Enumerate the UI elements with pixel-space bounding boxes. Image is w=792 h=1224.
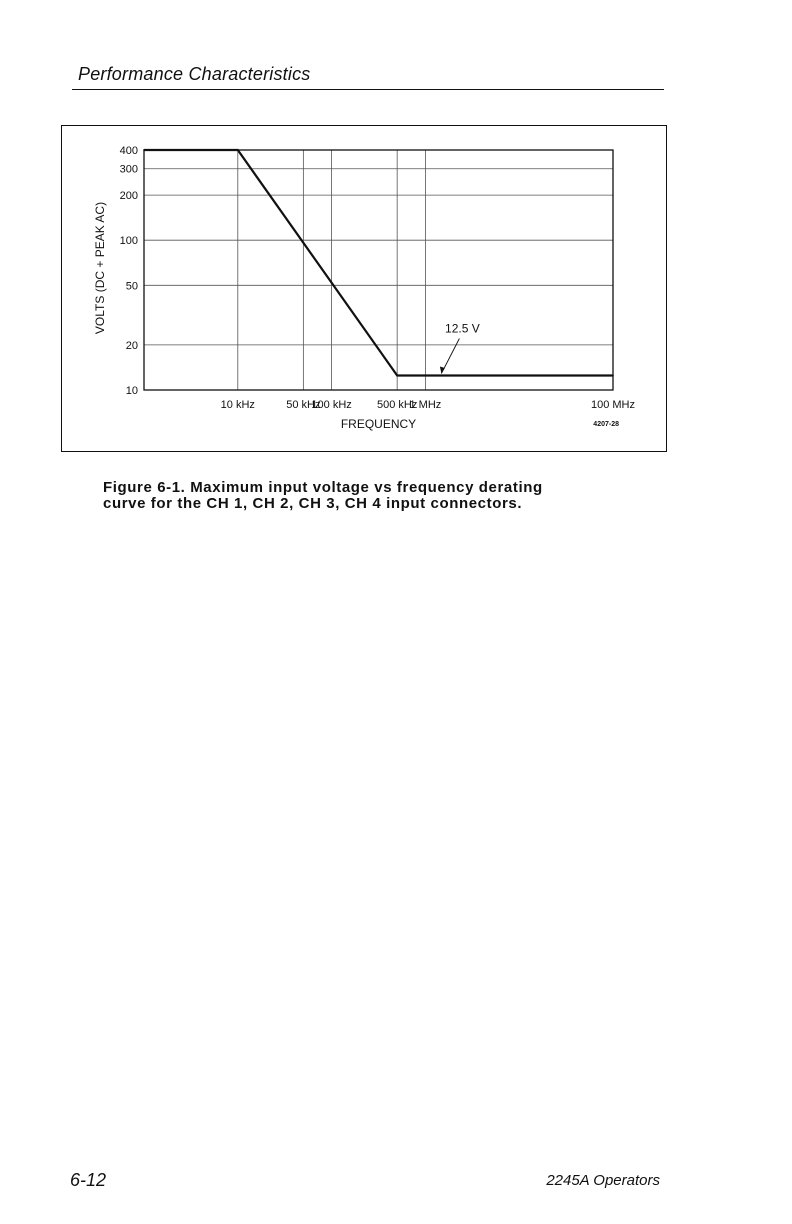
- plot-border: [144, 150, 613, 390]
- series-point-0-1: [237, 149, 239, 151]
- y-tick-label-1: 300: [119, 163, 138, 176]
- y-tick-label-5: 20: [125, 339, 138, 352]
- series-point-0-0: [143, 149, 145, 151]
- series-point-0-3: [612, 375, 614, 377]
- annotation-label-0: 12.5 V: [445, 321, 480, 336]
- x-tick-label-3: 500 kHz: [376, 399, 418, 411]
- header-rule: [72, 89, 664, 90]
- figure-caption: [103, 480, 663, 512]
- series-point-0-2: [396, 375, 398, 377]
- y-tick-label-4: 50: [125, 280, 138, 293]
- figure-caption-line-1: Figure 6-1. Maximum input voltage vs frequency derating: [103, 479, 543, 496]
- series-line-0: [144, 150, 613, 375]
- x-tick-label-2: 100 kHz: [311, 399, 352, 411]
- derating-chart: [62, 126, 665, 450]
- x-tick-label-1: 50 kHz: [286, 399, 321, 411]
- x-tick-label-5: 100 MHz: [590, 399, 636, 411]
- x-tick-label-4: 1 MHz: [409, 399, 442, 411]
- y-tick-label-2: 200: [119, 190, 138, 203]
- x-tick-label-0: 10 kHz: [220, 399, 255, 411]
- page-header-title: Performance Characteristics: [78, 64, 311, 84]
- figure-id-label: 4207-28: [593, 421, 619, 428]
- page-number: 6-12: [70, 1170, 107, 1190]
- figure-frame: [61, 125, 667, 452]
- y-tick-label-0: 400: [119, 145, 138, 157]
- y-tick-label-6: 10: [125, 385, 138, 397]
- y-tick-label-3: 100: [119, 235, 138, 248]
- manual-title: 2245A Operators: [546, 1172, 660, 1189]
- figure-caption-line-2: curve for the CH 1, CH 2, CH 3, CH 4 input connectors.: [103, 495, 523, 512]
- y-axis-label: VOLTS (DC + PEAK AC): [93, 201, 107, 335]
- x-axis-label: FREQUENCY: [340, 417, 417, 431]
